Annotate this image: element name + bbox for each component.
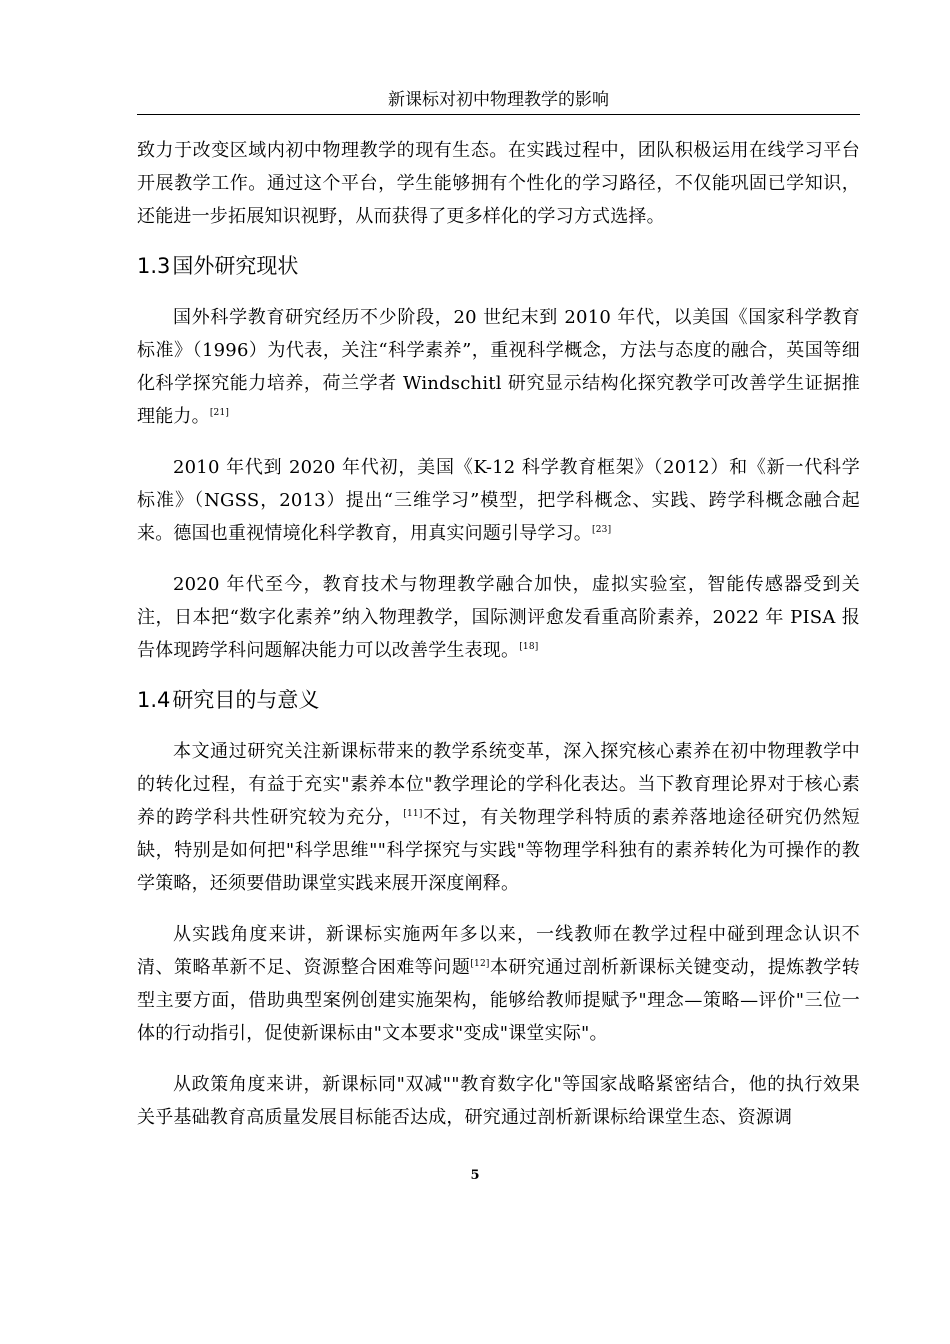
paragraph-text: 不过，有关物理学科特质的素养落地途径研究仍然短缺，特别是如何把"科学思维""科学探究与实践"等物理学科独有的素养转化为可操作的教学策略，还须要借助课堂实践来展开深度阐释。 [137, 807, 860, 894]
page-content [137, 134, 860, 1152]
section-title: 研究目的与意义 [172, 688, 320, 712]
header-rule [137, 114, 860, 115]
paragraph-text: 本文通过研究关注新课标带来的教学系统变革，深入探究核心素养在初中物理教学中的转化过程，有益于充实"素养本位"教学理论的学科化表达。当下教育理论界对于核心素养的跨学科共性研究较为充分， [137, 741, 860, 828]
citation: [21] [209, 408, 230, 418]
citation: [11] [403, 809, 423, 819]
section-title: 国外研究现状 [172, 254, 299, 278]
paragraph-text: 从实践角度来讲，新课标实施两年多以来，一线教师在教学过程中碰到理念认识不清、策略革新不足、资源整合困难等问题 [137, 924, 860, 978]
paragraph-text: 2020 年代至今，教育技术与物理教学融合加快，虚拟实验室，智能传感器受到关注，日本把“数字化素养”纳入物理教学，国际测评愈发看重高阶素养，2022 年 PISA 报告体现跨学科问题解决能力可以改善学生表现。 [137, 574, 860, 661]
section-number: 1.4 [137, 688, 171, 712]
paragraph-text: 国外科学教育研究经历不少阶段，20 世纪末到 2010 年代，以美国《国家科学教育标准》（1996）为代表，关注“科学素养”，重视科学概念，方法与态度的融合，英国等细化科学探究能力培养，荷兰学者 Windschitl 研究显示结构化探究教学可改善学生证据推理能力。 [137, 307, 860, 427]
paragraph [137, 451, 860, 550]
page-number: 5 [470, 1168, 480, 1183]
paragraph [137, 918, 860, 1050]
citation: [18] [519, 642, 539, 652]
citation: [12] [470, 959, 490, 969]
paragraph: 从政策角度来讲，新课标同"双减""教育数字化"等国家战略紧密结合，他的执行效果关乎基础教育高质量发展目标能否达成，研究通过剖析新课标给课堂生态、资源调 [137, 1074, 860, 1128]
paragraph [137, 735, 860, 900]
section-heading-1-4 [137, 685, 860, 715]
paragraph [137, 568, 860, 667]
paragraph-continued: 致力于改变区域内初中物理教学的现有生态。在实践过程中，团队积极运用在线学习平台开展教学工作。通过这个平台，学生能够拥有个性化的学习路径，不仅能巩固已学知识，还能进一步拓展知识视野，从而获得了更多样化的学习方式选择。 [137, 140, 860, 227]
paragraph [137, 301, 860, 433]
running-header: 新课标对初中物理教学的影响 [388, 90, 609, 110]
paragraph-text: 2010 年代到 2020 年代初，美国《K-12 科学教育框架》（2012）和《新一代科学标准》（NGSS，2013）提出“三维学习”模型，把学科概念、实践、跨学科概念融合起来。德国也重视情境化科学教育，用真实问题引导学习。 [137, 457, 860, 544]
section-heading-1-3 [137, 251, 860, 281]
paragraph-text: 本研究通过剖析新课标关键变动，提炼教学转型主要方面，借助典型案例创建实施架构，能够给教师提赋予"理念—策略—评价"三位一体的行动指引，促使新课标由"文本要求"变成"课堂实际"。 [137, 957, 860, 1044]
section-number: 1.3 [137, 254, 171, 278]
citation: [23] [592, 525, 612, 535]
